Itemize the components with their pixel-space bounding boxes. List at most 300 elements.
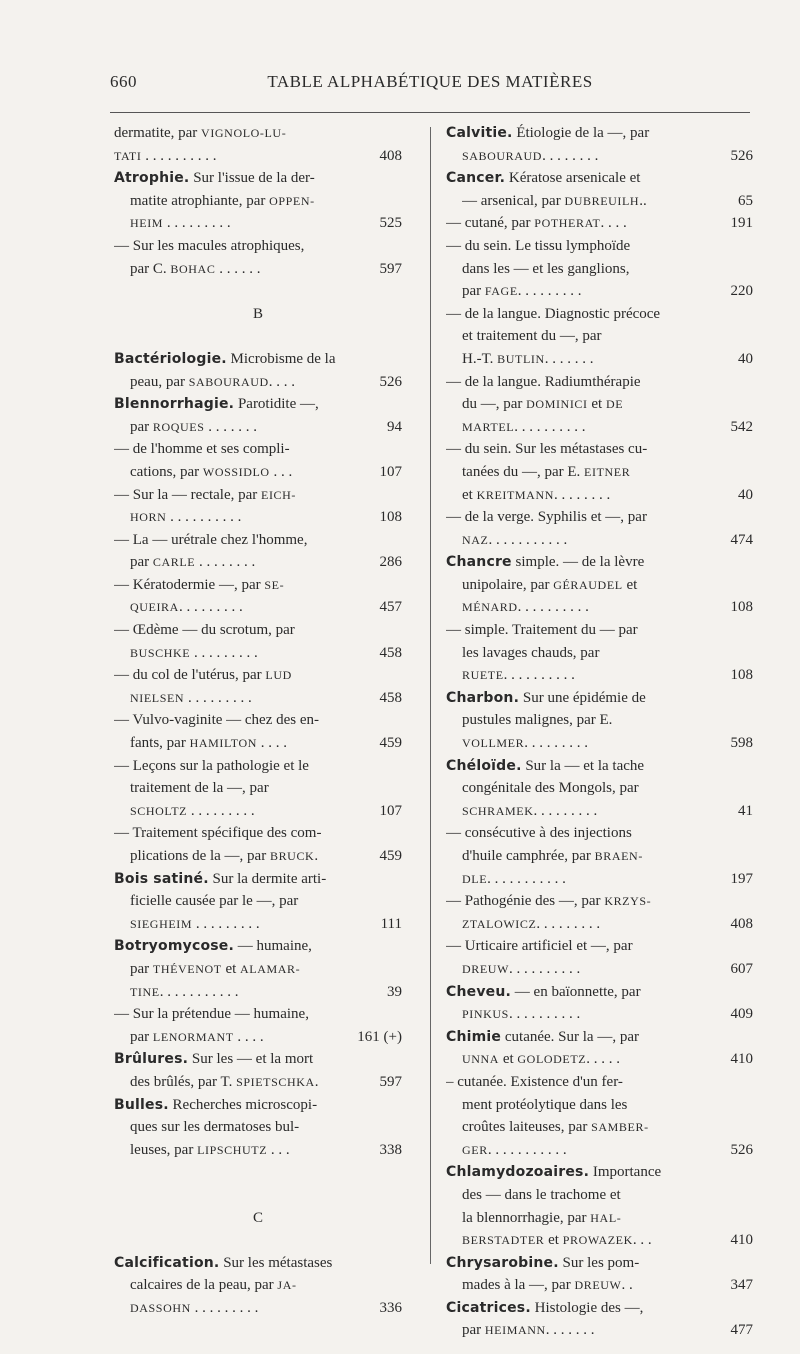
entry-text <box>130 461 376 484</box>
text-run: . . . <box>267 1141 290 1158</box>
index-line <box>446 800 753 823</box>
text-run: la blennorrhagie, par <box>462 1209 591 1226</box>
entry-text <box>462 484 734 507</box>
text-run: — simple. Traitement du — par <box>446 622 638 639</box>
entry-text <box>446 1026 753 1049</box>
index-line <box>114 506 402 529</box>
index-line <box>114 461 402 484</box>
text-run: .. <box>639 192 647 209</box>
entry-text <box>446 167 753 190</box>
entry-text <box>462 574 753 597</box>
author-name: BUSCHKE <box>130 645 191 660</box>
text-run: . . . . . . . . . <box>190 1299 259 1316</box>
author-name: BOHAC <box>170 261 216 276</box>
entry-text <box>130 212 376 235</box>
page-reference: 39 <box>387 983 402 1000</box>
entry-text <box>114 664 402 687</box>
text-run: . . . . . . . . <box>195 554 256 571</box>
text-run: plications de la —, par <box>130 848 270 864</box>
text-run: . . . . . . . . <box>553 486 611 503</box>
entry-text <box>130 777 402 800</box>
page-reference: 94 <box>387 418 402 435</box>
entry-text <box>446 551 753 574</box>
text-run: et <box>221 960 241 977</box>
entry-text <box>130 1026 353 1049</box>
entry-text <box>114 484 402 507</box>
section-letter: C <box>252 1209 263 1226</box>
page-reference: 598 <box>730 735 753 752</box>
text-run: . . . . . . . . . . . <box>487 870 566 887</box>
entry-text <box>130 642 376 665</box>
index-line <box>114 958 402 981</box>
text-run: . . . . . . . . . <box>184 689 252 706</box>
index-line <box>446 145 753 168</box>
author-name: PROWAZEK <box>562 1233 633 1248</box>
index-line <box>114 212 402 235</box>
author-name: SCHOLTZ <box>130 803 188 818</box>
entry-text <box>114 167 402 190</box>
text-run: et <box>587 396 606 413</box>
page-reference: 408 <box>730 915 753 932</box>
author-name: LIPSCHUTZ <box>197 1142 268 1157</box>
page-reference: 410 <box>730 1051 753 1068</box>
index-line <box>114 596 402 619</box>
author-name: GOLODETZ <box>517 1052 587 1067</box>
text-run: . . . . . . . . <box>542 147 599 164</box>
entry-text <box>462 1184 753 1207</box>
entry-text <box>462 190 734 213</box>
text-run: . . . . . . . . . . <box>508 1006 581 1023</box>
headword: Chrysarobine. <box>446 1254 559 1271</box>
author-name: FAGE <box>484 284 518 299</box>
text-run: peau, par <box>130 373 189 390</box>
headword: Chlamydozoaires. <box>446 1164 590 1181</box>
page-reference: 197 <box>730 870 753 887</box>
index-line <box>446 1071 753 1094</box>
page-reference: 65 <box>738 192 753 209</box>
author-name: DASSOHN <box>130 1300 191 1315</box>
index-line <box>114 1252 402 1275</box>
index-line <box>114 145 402 168</box>
entry-text <box>130 190 402 213</box>
index-line <box>446 958 753 981</box>
page-reference: 107 <box>379 802 402 819</box>
author-name: SAMBER- <box>591 1120 649 1135</box>
entry-text <box>462 596 727 619</box>
text-run: . . . <box>632 1232 652 1249</box>
author-name: UNNA <box>462 1052 500 1067</box>
text-run: croûtes laiteuses, par <box>462 1119 592 1136</box>
column-divider <box>430 127 431 1264</box>
index-line <box>446 732 753 755</box>
page-reference: 409 <box>730 1006 753 1023</box>
entry-text <box>462 958 727 981</box>
headword: Bulles. <box>114 1096 169 1113</box>
author-name: DREUW <box>574 1278 622 1293</box>
entry-text <box>114 348 402 371</box>
author-name: LUD <box>265 668 292 683</box>
text-run: . . . . . . . . . <box>524 735 588 752</box>
headword: Chimie <box>446 1028 502 1045</box>
entry-text <box>446 371 753 394</box>
text-run: simple. — de la lèvre <box>511 554 645 571</box>
text-run: . . . . . . . . . . <box>509 960 581 977</box>
page-reference: 597 <box>379 260 402 277</box>
index-line <box>114 484 402 507</box>
entry-text <box>114 1003 402 1026</box>
entry-text <box>462 845 753 868</box>
text-run: par <box>462 1322 485 1339</box>
index-line <box>114 935 402 958</box>
entry-text <box>130 416 383 439</box>
text-run: — Urticaire artificiel et —, par <box>446 938 633 955</box>
index-line <box>446 755 753 778</box>
page-reference: 457 <box>379 599 402 616</box>
right-column <box>446 122 753 1342</box>
index-line <box>446 551 753 574</box>
text-run: — du sein. Le tissu lymphoïde <box>446 237 631 254</box>
text-run: . . . . <box>257 735 288 752</box>
author-name: MARTEL <box>462 419 515 434</box>
text-run: . . . . . <box>586 1051 620 1068</box>
headword: Cancer. <box>446 170 506 187</box>
text-run: — Œdème — du scrotum, par <box>114 622 295 639</box>
text-run: — de la langue. Diagnostic précoce <box>446 305 661 322</box>
entry-text <box>462 393 753 416</box>
text-run: . . . . . . . . . <box>192 915 260 932</box>
index-line <box>114 687 402 710</box>
page-reference: 542 <box>730 418 753 435</box>
author-name: DREUW <box>462 961 509 976</box>
blank-line <box>114 325 402 348</box>
text-run: pustules malignes, par E. <box>462 712 613 729</box>
entry-text <box>446 438 753 461</box>
entry-text <box>446 981 753 1004</box>
entry-text <box>130 258 376 281</box>
index-line <box>446 822 753 845</box>
entry-text <box>114 822 402 845</box>
page-reference: 458 <box>379 644 402 661</box>
index-line <box>114 800 402 823</box>
index-line <box>446 212 753 235</box>
author-name: HEIM <box>130 216 164 231</box>
author-name: EITNER <box>584 464 631 479</box>
author-name: POTHERAT <box>534 216 601 231</box>
text-run: . . . . . . <box>215 260 261 277</box>
page-reference: 477 <box>730 1322 753 1339</box>
text-run: . . . . . . . . . <box>187 802 255 819</box>
index-line <box>114 1026 402 1049</box>
text-run: . . . . . . . . . <box>178 599 243 616</box>
text-run: Importance <box>589 1164 662 1181</box>
index-line <box>114 890 402 913</box>
index-line <box>446 303 753 326</box>
author-name: HAL- <box>590 1210 622 1225</box>
text-run: . <box>314 1073 319 1090</box>
text-run: des brûlés, par T. <box>130 1073 237 1090</box>
header-rule <box>110 112 750 113</box>
page-reference: 597 <box>379 1073 402 1090</box>
index-line <box>114 1274 402 1297</box>
headword: Cicatrices. <box>446 1299 531 1316</box>
author-name: KRZYS- <box>604 894 652 909</box>
index-line <box>114 1139 402 1162</box>
page-reference: 336 <box>379 1299 402 1316</box>
entry-text <box>446 687 753 710</box>
index-line <box>114 167 402 190</box>
text-run: mades à la —, par <box>462 1277 575 1294</box>
text-run: — Leçons sur la pathologie et le <box>114 757 309 774</box>
index-line <box>446 1229 753 1252</box>
entry-text <box>462 325 753 348</box>
author-name: SPIETSCHKA <box>236 1074 315 1089</box>
page-header <box>110 72 750 102</box>
author-name: JA- <box>277 1278 297 1293</box>
headword: Bois satiné. <box>114 870 209 887</box>
text-run: cutanée. Sur la —, par <box>501 1028 639 1045</box>
page-reference: 408 <box>379 147 402 164</box>
entry-text <box>130 1071 376 1094</box>
author-name: VIGNOLO-LU- <box>201 126 287 140</box>
entry-text <box>446 122 753 145</box>
index-line <box>114 868 402 891</box>
entry-text <box>462 1207 753 1230</box>
index-line <box>446 1252 753 1275</box>
text-run: — consécutive à des injections <box>446 825 632 842</box>
page-reference: 286 <box>379 554 402 571</box>
entry-text <box>462 280 727 303</box>
page-reference: 40 <box>738 350 753 367</box>
text-run: Sur la dermite arti- <box>208 870 327 887</box>
entry-text <box>462 800 734 823</box>
author-name: HORN <box>130 510 167 525</box>
text-run: . . . . <box>268 373 296 390</box>
author-name: CARLE <box>152 555 196 570</box>
index-line <box>114 122 402 145</box>
text-run: cations, par <box>130 463 203 480</box>
entry-text <box>462 1003 727 1026</box>
text-run: — arsenical, par <box>462 192 565 209</box>
index-line <box>446 1003 753 1026</box>
entry-text <box>462 732 727 755</box>
author-name: BUTLIN <box>497 351 545 366</box>
text-run: par <box>130 554 153 571</box>
entry-text <box>446 822 753 845</box>
headword: Bactériologie. <box>114 350 227 367</box>
headword: Brûlures. <box>114 1051 189 1068</box>
entry-text <box>446 1252 753 1275</box>
index-line <box>446 1297 753 1320</box>
index-line <box>114 1297 402 1320</box>
entry-text <box>114 1048 402 1071</box>
index-line <box>446 687 753 710</box>
index-line <box>114 664 402 687</box>
entry-text <box>130 371 376 394</box>
text-run: ques sur les dermatoses bul- <box>130 1119 300 1136</box>
headword: Charbon. <box>446 689 520 706</box>
index-line <box>114 619 402 642</box>
page-reference: 220 <box>730 283 753 300</box>
index-line <box>446 709 753 732</box>
text-run: . . . . . . . . . . . <box>488 531 568 548</box>
entry-text <box>462 709 753 732</box>
page-reference: 525 <box>379 215 402 232</box>
text-run: . . . . . . . <box>545 1322 595 1339</box>
author-name: DLE <box>462 871 488 886</box>
index-line <box>446 325 753 348</box>
entry-text <box>130 958 402 981</box>
author-name: QUEIRA <box>130 600 179 615</box>
author-name: SABOURAUD <box>188 374 269 389</box>
index-line <box>446 913 753 936</box>
index-line <box>114 235 402 258</box>
entry-text <box>462 416 727 439</box>
index-line <box>446 484 753 507</box>
page-reference: 347 <box>730 1277 753 1294</box>
index-line <box>446 1094 753 1117</box>
text-run: Kératose arsenicale et <box>505 170 641 187</box>
index-line <box>114 1094 402 1117</box>
index-line <box>446 1274 753 1297</box>
index-line <box>446 235 753 258</box>
entry-text <box>114 122 402 145</box>
text-run: . . . . <box>233 1028 264 1045</box>
author-name: NIELSEN <box>130 690 185 705</box>
page-reference: 474 <box>730 531 753 548</box>
text-run: du —, par <box>462 396 527 413</box>
index-line <box>446 122 753 145</box>
entry-text <box>462 777 753 800</box>
text-run: Microbisme de la <box>226 350 336 367</box>
index-line <box>114 845 402 868</box>
page-reference: 526 <box>730 147 753 164</box>
entry-text <box>462 258 753 281</box>
page-reference: 526 <box>379 373 402 390</box>
entry-text <box>462 1274 727 1297</box>
index-line <box>446 1116 753 1139</box>
entry-text <box>446 303 753 326</box>
author-name: LENORMANT <box>152 1029 234 1044</box>
author-name: HAMILTON <box>189 736 258 751</box>
text-run: par <box>130 418 153 435</box>
index-line <box>446 619 753 642</box>
entry-text <box>462 1094 753 1117</box>
index-line <box>114 981 402 1004</box>
index-line <box>446 506 753 529</box>
author-name: ALAMAR- <box>240 961 301 976</box>
entry-text <box>130 1116 402 1139</box>
entry-text <box>462 1048 727 1071</box>
author-name: DE <box>605 397 624 412</box>
index-line <box>446 664 753 687</box>
text-run: leuses, par <box>130 1141 198 1158</box>
entry-text <box>130 1274 402 1297</box>
text-run: tanées du —, par E. <box>462 463 585 480</box>
author-name: NAZ <box>462 532 489 547</box>
headword: Cheveu. <box>446 983 512 1000</box>
text-run: par <box>130 960 153 977</box>
text-run: les lavages chauds, par <box>462 644 600 661</box>
text-run: Étiologie de la —, par <box>512 125 650 141</box>
author-name: SE- <box>264 577 285 592</box>
index-line <box>446 1048 753 1071</box>
text-run: . . . . . . . . . <box>163 215 231 232</box>
entry-text <box>446 506 753 529</box>
text-run: — de l'homme et ses compli- <box>114 441 290 458</box>
entry-text <box>446 1161 753 1184</box>
author-name: SCHRAMEK <box>462 803 534 818</box>
author-name: GÉRAUDEL <box>553 577 623 592</box>
text-run: . . . . . . . . . . <box>517 599 589 616</box>
blank-line <box>114 1161 402 1184</box>
text-run: ment protéolytique dans les <box>462 1096 628 1113</box>
text-run: . . . . . . . . . . <box>141 147 217 164</box>
text-run: . . . . . . . <box>544 350 594 367</box>
text-run: H.-T. <box>462 350 498 367</box>
text-run: . . . . . . . . . . <box>503 667 575 684</box>
page-reference: 458 <box>379 689 402 706</box>
index-line <box>114 709 402 732</box>
entry-text <box>130 845 376 868</box>
author-name: DUBREUILH <box>564 193 640 208</box>
text-run: Parotidite —, <box>234 396 319 413</box>
running-title: TABLE ALPHABÉTIQUE DES MATIÈRES <box>267 72 593 91</box>
headword: Calcification. <box>114 1254 220 1271</box>
index-line <box>446 981 753 1004</box>
entry-text <box>130 687 376 710</box>
page-reference: 108 <box>379 509 402 526</box>
text-run: — du sein. Sur les métastases cu- <box>446 441 648 458</box>
entry-text <box>130 551 376 574</box>
section-letter: B <box>252 305 263 322</box>
author-name: RUETE <box>462 668 504 683</box>
author-name: BRUCK <box>269 849 315 863</box>
text-run: traitement de la —, par <box>130 780 269 797</box>
entry-text <box>114 145 376 168</box>
index-line <box>446 167 753 190</box>
entry-text <box>130 732 376 755</box>
index-line <box>114 642 402 665</box>
text-run: Sur une épidémie de <box>519 689 646 706</box>
index-line <box>446 642 753 665</box>
text-run: . . . <box>269 463 293 480</box>
text-run: unipolaire, par <box>462 576 554 593</box>
index-line <box>114 732 402 755</box>
index-line <box>114 393 402 416</box>
text-run: — Vulvo-vaginite — chez des en- <box>114 712 320 729</box>
text-run: — cutané, par <box>446 215 535 232</box>
index-line <box>446 1139 753 1162</box>
entry-text <box>114 1252 402 1275</box>
blank-line <box>114 280 402 303</box>
text-run: . . . . . . . . . . <box>514 418 586 435</box>
entry-text <box>462 348 734 371</box>
author-name: KREITMANN <box>476 487 554 502</box>
index-line <box>114 1116 402 1139</box>
text-run: — humaine, <box>234 938 312 955</box>
page-reference: 410 <box>730 1232 753 1249</box>
headword: Blennorrhagie. <box>114 396 235 413</box>
text-run: . . . . . . . <box>204 418 258 435</box>
text-run: — Sur la — rectale, par <box>114 486 262 503</box>
author-name: OPPEN- <box>269 193 315 208</box>
left-column <box>114 122 402 1319</box>
text-run: — de la verge. Syphilis et —, par <box>446 509 647 526</box>
entry-text <box>446 235 753 258</box>
page-reference: 338 <box>379 1141 402 1158</box>
index-line <box>446 190 753 213</box>
author-name: TINE <box>130 984 160 999</box>
